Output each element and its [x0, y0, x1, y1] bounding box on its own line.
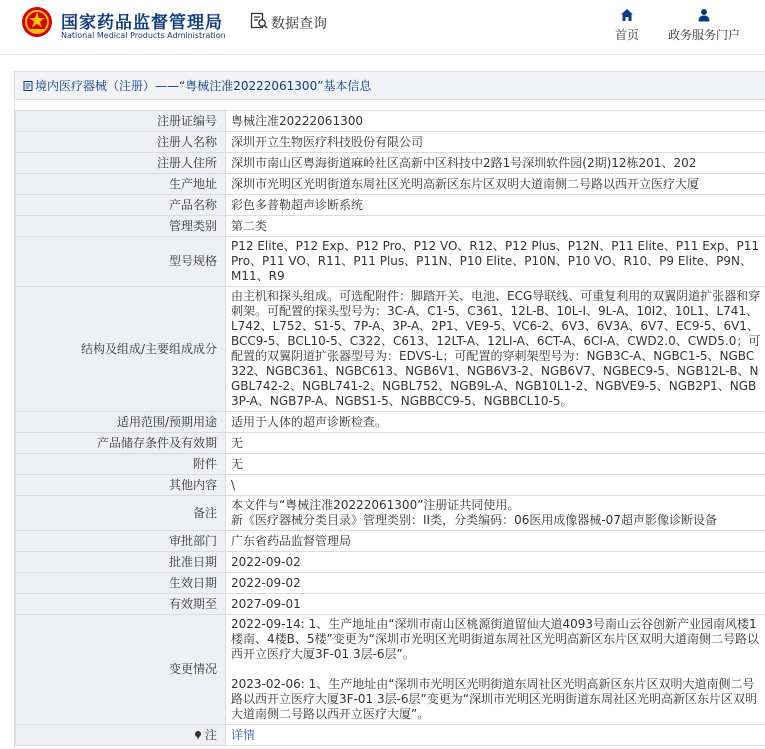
data-query-icon — [250, 12, 268, 30]
table-row — [16, 216, 765, 237]
table-row — [16, 552, 765, 573]
row-label: 有效期至 — [16, 594, 226, 615]
row-label: 注册证编号 — [16, 111, 226, 132]
row-label: 备注 — [16, 496, 226, 531]
nav-home[interactable] — [612, 8, 642, 43]
table-row — [16, 594, 765, 615]
table-row — [16, 454, 765, 475]
table-row — [16, 531, 765, 552]
detail-link[interactable]: 详情 — [231, 727, 256, 742]
approve-date-value: 2022-09-02 — [226, 552, 765, 573]
home-icon — [620, 8, 634, 22]
detail-link-cell — [226, 725, 765, 746]
pin-icon — [193, 730, 203, 740]
row-label: 适用范围/预期用途 — [16, 412, 226, 433]
change-entry-2: 2023-02-06: 1、生产地址由“深圳市光明区光明街道东周社区光明高新区东片区双明大道南侧二号路以西开立医疗大厦3F-01 3层-6层”变更为“深圳市光明区光明街道东周社区光明高新区东片区双明大道南侧二号路以西开立医疗大厦”。 — [231, 677, 757, 721]
row-label: 管理类别 — [16, 216, 226, 237]
production-address-value: 深圳市光明区光明街道东周社区光明高新区东片区双明大道南侧二号路以西开立医疗大厦 — [226, 174, 765, 195]
row-label: 生产地址 — [16, 174, 226, 195]
product-name-value: 彩色多普勒超声诊断系统 — [226, 195, 765, 216]
nav-service-portal[interactable] — [664, 8, 744, 43]
remark-line-2: 新《医疗器械分类目录》管理类别：II类，分类编码：06医用成像器械-07超声影像诊断设备 — [231, 513, 717, 527]
table-row — [16, 237, 765, 287]
scope-value: 适用于人体的超声诊断检查。 — [226, 412, 765, 433]
table-row — [16, 195, 765, 216]
table-row — [16, 573, 765, 594]
detail-table — [15, 110, 765, 746]
change-entry-1: 2022-09-14: 1、生产地址由“深圳市南山区桃源街道留仙大道4093号南山云谷创新产业园南风楼1楼南、4楼B、5楼”变更为“深圳市光明区光明街道东周社区光明高新区东片区双明大道南侧二号路以西开立医疗大厦3F-01 3层-6层”。 — [231, 617, 759, 661]
row-label: 生效日期 — [16, 573, 226, 594]
table-row — [16, 433, 765, 454]
data-query-label[interactable]: 数据查询 — [271, 16, 327, 32]
row-label: 型号规格 — [16, 237, 226, 287]
registrant-address-value: 深圳市南山区粤海街道麻岭社区高新中区科技中2路1号深圳软件园(2期)12栋201、202 — [226, 153, 765, 174]
table-row — [16, 725, 765, 746]
dept-value: 广东省药品监督管理局 — [226, 531, 765, 552]
row-label: 批准日期 — [16, 552, 226, 573]
site-header — [0, 0, 765, 54]
site-title-en: National Medical Products Administration — [61, 31, 226, 40]
reg-no-value: 粤械注准20222061300 — [226, 111, 765, 132]
panel-title — [15, 72, 765, 100]
table-row — [16, 412, 765, 433]
row-label: 变更情况 — [16, 615, 226, 725]
table-row — [16, 287, 765, 412]
structure-value: 由主机和探头组成。可选配附件：脚踏开关、电池、ECG导联线、可重复利用的双翼阴道扩张器和穿刺架。可配置的探头型号为：3C-A、C1-5、C361、12L-B、10L-I、9L-A、10I2、10L1、L741、L742、L752、S1-5、7P-A、3P-A、2P1、VE9-5、VC6-2、6V3、6V3A、6V7、EC9-5、6V1、BCC9-5、BCL10-5、C322、C613、12LT-A、12LI-A、6CT-A、6CI-A、CWD2.0、CWD5.0；可配置的双翼阴道扩张器型号为：EDVS-L；可配置的穿刺架型号为：NGB3C-A、NGBC1-5、NGBC322、NGBC361、NGBC613、NGB6V1、NGB6V3-2、NGB6V7、NGBEC9-5、NGB12L-B、NGBL742-2、NGBL741-2、NGBL752、NGB9L-A、NGB10L1-2、NGBVE9-5、NGB2P1、NGB3P-A、NGB7P-A、NGBS1-5、NGBBCC9-5、NGBBCL10-5。 — [226, 287, 765, 412]
changes-value — [226, 615, 765, 725]
row-label: 产品储存条件及有效期 — [16, 433, 226, 454]
remark-line-1: 本文件与“粤械注准20222061300”注册证共同使用。 — [231, 498, 520, 512]
table-row — [16, 153, 765, 174]
table-row — [16, 132, 765, 153]
document-icon — [23, 81, 33, 91]
storage-value: 无 — [226, 433, 765, 454]
row-label: 注 — [204, 727, 217, 742]
registrant-value: 深圳开立生物医疗科技股份有限公司 — [226, 132, 765, 153]
row-label: 注册人住所 — [16, 153, 226, 174]
note-label-cell — [16, 725, 226, 746]
row-label: 产品名称 — [16, 195, 226, 216]
table-row — [16, 496, 765, 531]
row-label: 注册人名称 — [16, 132, 226, 153]
model-value: P12 Elite、P12 Exp、P12 Pro、P12 VO、R12、P12 Plus、P12N、P11 Elite、P11 Exp、P11 Pro、P11 VO、R11、P11 Plus、P11N、P10 Elite、P10N、P10 VO、R10、P9 Elite、P9N、M11、R9 — [226, 237, 765, 287]
site-title-cn: 国家药品监督管理局 — [61, 13, 223, 33]
row-label: 附件 — [16, 454, 226, 475]
header-divider — [0, 54, 765, 55]
panel-title-text: 境内医疗器械（注册）——“粤械注准20222061300”基本信息 — [35, 79, 372, 93]
table-row — [16, 111, 765, 132]
table-row — [16, 475, 765, 496]
table-row — [16, 174, 765, 195]
nav-service-label: 政务服务门户 — [667, 28, 740, 42]
effective-date-value: 2022-09-02 — [226, 573, 765, 594]
table-row — [16, 615, 765, 725]
accessory-value: 无 — [226, 454, 765, 475]
other-value: \ — [226, 475, 765, 496]
row-label: 其他内容 — [16, 475, 226, 496]
row-label: 审批部门 — [16, 531, 226, 552]
user-icon — [697, 8, 711, 22]
expiry-date-value: 2027-09-01 — [226, 594, 765, 615]
nav-home-label: 首页 — [614, 28, 639, 42]
national-emblem-icon — [21, 6, 53, 38]
row-label: 结构及组成/主要组成成分 — [16, 287, 226, 412]
detail-panel — [14, 71, 765, 749]
remark-value — [226, 496, 765, 531]
category-value: 第二类 — [226, 216, 765, 237]
